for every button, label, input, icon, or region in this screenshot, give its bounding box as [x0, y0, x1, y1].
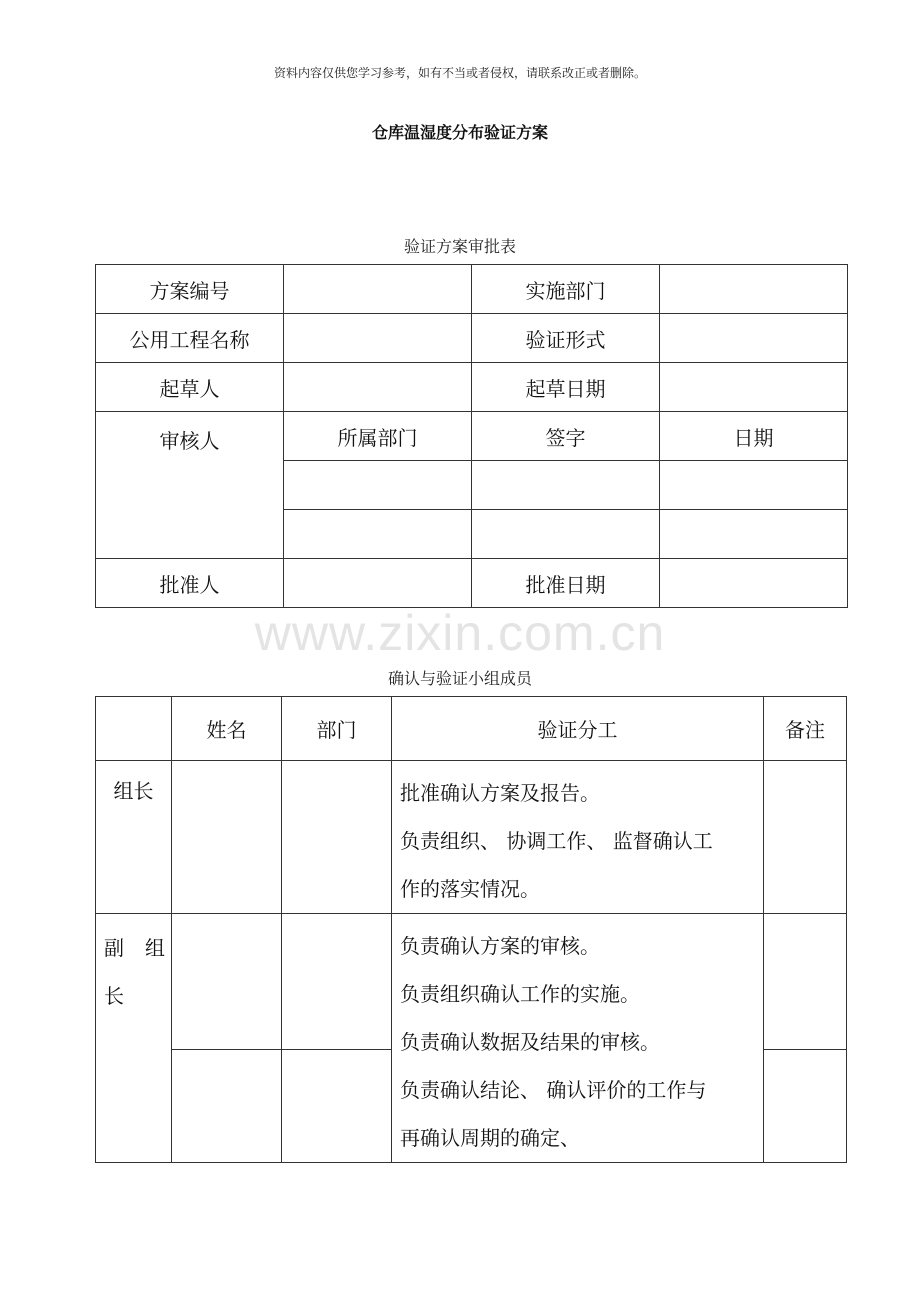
drafter-label: 起草人 — [96, 363, 284, 412]
draft-date-label: 起草日期 — [472, 363, 660, 412]
leader-duties — [392, 761, 764, 914]
table-row — [96, 761, 847, 914]
duty-line: 负责确认方案的审核。 — [400, 934, 600, 958]
team-table — [95, 696, 847, 1163]
approval-table — [95, 264, 848, 608]
draft-date-cell[interactable] — [660, 363, 848, 412]
remark-header: 备注 — [764, 697, 847, 761]
scheme-no-label: 方案编号 — [96, 265, 284, 314]
deputy-duties — [392, 914, 764, 1163]
reviewer-date-cell[interactable] — [660, 461, 848, 510]
table-row — [96, 412, 848, 461]
duty-line: 再确认周期的确定、 — [400, 1126, 580, 1150]
leader-dept-cell[interactable] — [282, 761, 392, 914]
leader-name-cell[interactable] — [172, 761, 282, 914]
deputy-role-char: 副 — [104, 936, 124, 960]
table-row — [96, 363, 848, 412]
project-name-cell[interactable] — [284, 314, 472, 363]
role-header — [96, 697, 172, 761]
approver-cell[interactable] — [284, 559, 472, 608]
dept-header: 部门 — [282, 697, 392, 761]
deputy-remark-cell[interactable] — [764, 1049, 847, 1162]
table-header-row — [96, 697, 847, 761]
name-header: 姓名 — [172, 697, 282, 761]
document-title: 仓库温湿度分布验证方案 — [371, 123, 548, 142]
leader-remark-cell[interactable] — [764, 761, 847, 914]
reviewer-dept-cell[interactable] — [284, 461, 472, 510]
reviewer-dept-cell[interactable] — [284, 510, 472, 559]
duty-line: 负责组织确认工作的实施。 — [400, 982, 640, 1006]
table-row — [96, 314, 848, 363]
dept-header: 所属部门 — [284, 412, 472, 461]
table-row — [96, 914, 847, 1050]
duty-line: 作的落实情况。 — [400, 877, 540, 901]
table-row — [96, 559, 848, 608]
date-header: 日期 — [660, 412, 848, 461]
deputy-role-char: 组 — [145, 936, 165, 960]
deputy-name-cell[interactable] — [172, 914, 282, 1050]
deputy-dept-cell[interactable] — [282, 1049, 392, 1162]
impl-dept-label: 实施部门 — [472, 265, 660, 314]
deputy-role — [96, 914, 172, 1163]
scheme-no-cell[interactable] — [284, 265, 472, 314]
duty-line: 负责确认数据及结果的审核。 — [400, 1030, 660, 1054]
leader-role: 组长 — [96, 761, 172, 914]
deputy-remark-cell[interactable] — [764, 914, 847, 1050]
approver-label: 批准人 — [96, 559, 284, 608]
table-row — [96, 265, 848, 314]
duty-line: 批准确认方案及报告。 — [400, 781, 600, 805]
approve-date-cell[interactable] — [660, 559, 848, 608]
duty-line: 负责确认结论、 确认评价的工作与 — [400, 1078, 707, 1102]
deputy-role-char: 长 — [104, 984, 124, 1008]
sign-header: 签字 — [472, 412, 660, 461]
impl-dept-cell[interactable] — [660, 265, 848, 314]
reviewer-label: 审核人 — [96, 412, 284, 559]
disclaimer-text: 资料内容仅供您学习参考，如有不当或者侵权，请联系改正或者删除。 — [273, 66, 646, 80]
team-table-caption: 确认与验证小组成员 — [387, 669, 532, 688]
deputy-dept-cell[interactable] — [282, 914, 392, 1050]
project-name-label: 公用工程名称 — [96, 314, 284, 363]
drafter-cell[interactable] — [284, 363, 472, 412]
approval-table-caption: 验证方案审批表 — [403, 237, 516, 256]
reviewer-sign-cell[interactable] — [472, 510, 660, 559]
reviewer-date-cell[interactable] — [660, 510, 848, 559]
reviewer-sign-cell[interactable] — [472, 461, 660, 510]
verify-form-cell[interactable] — [660, 314, 848, 363]
verify-form-label: 验证形式 — [472, 314, 660, 363]
duty-line: 负责组织、 协调工作、 监督确认工 — [400, 829, 713, 853]
duty-header: 验证分工 — [392, 697, 764, 761]
deputy-name-cell[interactable] — [172, 1049, 282, 1162]
watermark: www.zixin.com.cn — [254, 605, 666, 661]
approve-date-label: 批准日期 — [472, 559, 660, 608]
